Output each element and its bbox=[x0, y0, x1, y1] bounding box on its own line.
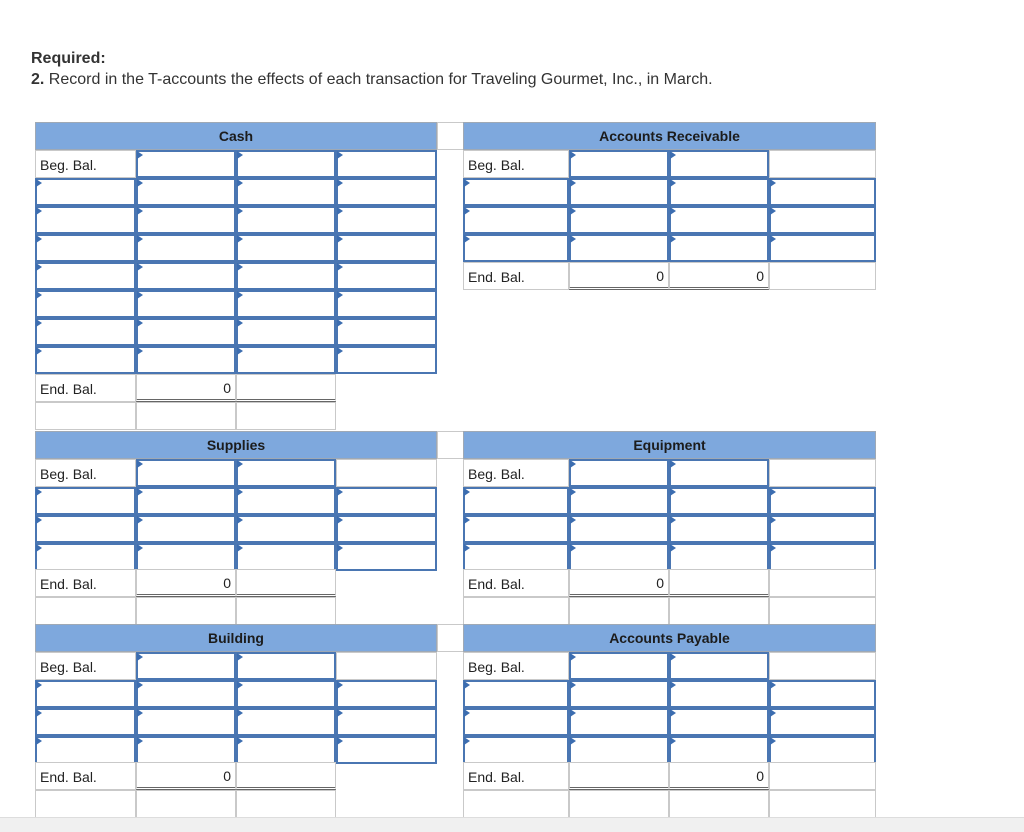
entry-credit-input[interactable] bbox=[769, 543, 876, 571]
account-title: Accounts Receivable bbox=[463, 122, 876, 150]
entry-credit-label-input[interactable] bbox=[236, 206, 336, 234]
entry-label-input[interactable] bbox=[35, 346, 136, 374]
separator-cell bbox=[437, 431, 465, 459]
entry-debit-input[interactable] bbox=[136, 487, 236, 515]
entry-label-input[interactable] bbox=[463, 708, 569, 736]
entry-label-input[interactable] bbox=[463, 206, 569, 234]
entry-label-input[interactable] bbox=[463, 234, 569, 262]
entry-credit-label-input[interactable] bbox=[236, 543, 336, 571]
entry-label-input[interactable] bbox=[463, 487, 569, 515]
entry-debit-input[interactable] bbox=[136, 262, 236, 290]
entry-debit-input[interactable] bbox=[569, 680, 669, 708]
entry-credit-input[interactable] bbox=[336, 262, 437, 290]
blank-cell bbox=[463, 597, 569, 625]
required-number: 2. bbox=[31, 71, 45, 88]
entry-credit-label-input[interactable] bbox=[236, 736, 336, 764]
beg-bal-label: Beg. Bal. bbox=[463, 150, 569, 178]
entry-debit-input[interactable] bbox=[569, 178, 669, 206]
entry-debit-input[interactable] bbox=[569, 708, 669, 736]
entry-credit-label-input[interactable] bbox=[236, 262, 336, 290]
entry-credit-input[interactable] bbox=[336, 206, 437, 234]
entry-credit-label-input[interactable] bbox=[669, 543, 769, 571]
blank-cell bbox=[136, 402, 236, 430]
entry-debit-input[interactable] bbox=[569, 736, 669, 764]
end-bal-credit-value bbox=[669, 569, 769, 597]
blank-cell bbox=[569, 790, 669, 818]
blank-cell bbox=[769, 569, 876, 597]
end-bal-credit-value: 0 bbox=[669, 762, 769, 790]
entry-credit-input[interactable] bbox=[336, 318, 437, 346]
entry-credit-input[interactable] bbox=[336, 736, 437, 764]
required-title: Required: bbox=[31, 50, 106, 67]
account-title: Accounts Payable bbox=[463, 624, 876, 652]
account-title: Building bbox=[35, 624, 437, 652]
blank-cell bbox=[35, 597, 136, 625]
entry-debit-input[interactable] bbox=[569, 206, 669, 234]
beg-bal-debit-input[interactable] bbox=[569, 459, 669, 487]
beg-bal-label: Beg. Bal. bbox=[35, 459, 136, 487]
entry-debit-input[interactable] bbox=[136, 206, 236, 234]
blank-cell bbox=[769, 762, 876, 790]
end-bal-credit-value: 0 bbox=[669, 262, 769, 290]
beg-bal-credit-label-input[interactable] bbox=[236, 652, 336, 680]
entry-credit-label-input[interactable] bbox=[669, 680, 769, 708]
blank-cell bbox=[769, 262, 876, 290]
entry-credit-label-input[interactable] bbox=[236, 708, 336, 736]
blank-cell bbox=[769, 459, 876, 487]
blank-cell bbox=[769, 597, 876, 625]
end-bal-debit-value: 0 bbox=[136, 374, 236, 402]
entry-credit-input[interactable] bbox=[769, 515, 876, 543]
end-bal-label: End. Bal. bbox=[35, 569, 136, 597]
blank-cell bbox=[35, 790, 136, 818]
end-bal-credit-value bbox=[236, 569, 336, 597]
entry-credit-label-input[interactable] bbox=[669, 178, 769, 206]
blank-cell bbox=[35, 402, 136, 430]
entry-debit-input[interactable] bbox=[569, 234, 669, 262]
end-bal-label: End. Bal. bbox=[463, 262, 569, 290]
entry-label-input[interactable] bbox=[463, 680, 569, 708]
entry-debit-input[interactable] bbox=[136, 736, 236, 764]
entry-credit-input[interactable] bbox=[769, 206, 876, 234]
required-text: Record in the T-accounts the effects of each transaction for Traveling Gourmet, Inc., in March. bbox=[48, 71, 713, 88]
entry-credit-label-input[interactable] bbox=[669, 708, 769, 736]
entry-label-input[interactable] bbox=[463, 543, 569, 571]
entry-label-input[interactable] bbox=[35, 206, 136, 234]
blank-cell bbox=[569, 597, 669, 625]
entry-debit-input[interactable] bbox=[136, 543, 236, 571]
beg-bal-credit-label-input[interactable] bbox=[669, 459, 769, 487]
separator-cell bbox=[437, 122, 465, 150]
blank-cell bbox=[336, 459, 437, 487]
entry-credit-label-input[interactable] bbox=[669, 736, 769, 764]
account-title: Equipment bbox=[463, 431, 876, 459]
entry-credit-label-input[interactable] bbox=[669, 515, 769, 543]
entry-credit-label-input[interactable] bbox=[669, 234, 769, 262]
entry-debit-input[interactable] bbox=[569, 543, 669, 571]
entry-credit-input[interactable] bbox=[769, 487, 876, 515]
blank-cell bbox=[669, 790, 769, 818]
entry-credit-label-input[interactable] bbox=[236, 515, 336, 543]
end-bal-label: End. Bal. bbox=[463, 569, 569, 597]
beg-bal-credit-label-input[interactable] bbox=[236, 150, 336, 178]
beg-bal-label: Beg. Bal. bbox=[35, 150, 136, 178]
entry-credit-input[interactable] bbox=[336, 178, 437, 206]
end-bal-debit-value: 0 bbox=[569, 569, 669, 597]
blank-cell bbox=[236, 402, 336, 430]
beg-bal-debit-input[interactable] bbox=[136, 459, 236, 487]
entry-credit-label-input[interactable] bbox=[236, 318, 336, 346]
blank-cell bbox=[669, 597, 769, 625]
blank-cell bbox=[769, 150, 876, 178]
entry-credit-label-input[interactable] bbox=[236, 290, 336, 318]
entry-debit-input[interactable] bbox=[569, 487, 669, 515]
entry-credit-label-input[interactable] bbox=[669, 487, 769, 515]
entry-label-input[interactable] bbox=[35, 515, 136, 543]
entry-credit-input[interactable] bbox=[336, 234, 437, 262]
entry-debit-input[interactable] bbox=[136, 178, 236, 206]
required-instruction bbox=[31, 71, 713, 89]
end-bal-credit-value bbox=[236, 374, 336, 402]
end-bal-debit-value bbox=[569, 762, 669, 790]
entry-label-input[interactable] bbox=[35, 680, 136, 708]
entry-label-input[interactable] bbox=[35, 543, 136, 571]
blank-cell bbox=[136, 597, 236, 625]
entry-label-input[interactable] bbox=[463, 736, 569, 764]
beg-bal-debit-input[interactable] bbox=[569, 652, 669, 680]
entry-debit-input[interactable] bbox=[136, 515, 236, 543]
entry-credit-label-input[interactable] bbox=[236, 680, 336, 708]
entry-credit-input[interactable] bbox=[769, 178, 876, 206]
entry-credit-input[interactable] bbox=[769, 736, 876, 764]
entry-credit-label-input[interactable] bbox=[236, 178, 336, 206]
entry-credit-input[interactable] bbox=[769, 680, 876, 708]
entry-credit-label-input[interactable] bbox=[236, 487, 336, 515]
entry-credit-input[interactable] bbox=[336, 543, 437, 571]
end-bal-debit-value: 0 bbox=[136, 569, 236, 597]
beg-bal-label: Beg. Bal. bbox=[35, 652, 136, 680]
entry-label-input[interactable] bbox=[35, 178, 136, 206]
blank-cell bbox=[236, 597, 336, 625]
entry-label-input[interactable] bbox=[35, 736, 136, 764]
entry-debit-input[interactable] bbox=[136, 290, 236, 318]
end-bal-credit-value bbox=[236, 762, 336, 790]
blank-cell bbox=[136, 790, 236, 818]
end-bal-debit-value: 0 bbox=[136, 762, 236, 790]
beg-bal-credit-label-input[interactable] bbox=[236, 459, 336, 487]
entry-label-input[interactable] bbox=[35, 318, 136, 346]
beg-bal-label: Beg. Bal. bbox=[463, 459, 569, 487]
entry-debit-input[interactable] bbox=[136, 318, 236, 346]
entry-label-input[interactable] bbox=[35, 290, 136, 318]
blank-cell bbox=[463, 790, 569, 818]
entry-label-input[interactable] bbox=[35, 262, 136, 290]
entry-credit-input[interactable] bbox=[336, 708, 437, 736]
entry-credit-label-input[interactable] bbox=[236, 346, 336, 374]
end-bal-label: End. Bal. bbox=[35, 374, 136, 402]
separator-cell bbox=[437, 624, 465, 652]
page-bottom-strip bbox=[0, 817, 1024, 832]
entry-debit-input[interactable] bbox=[136, 346, 236, 374]
entry-debit-input[interactable] bbox=[136, 708, 236, 736]
beg-bal-debit-input[interactable] bbox=[136, 652, 236, 680]
beg-bal-credit-label-input[interactable] bbox=[669, 150, 769, 178]
end-bal-debit-value: 0 bbox=[569, 262, 669, 290]
entry-credit-input[interactable] bbox=[336, 680, 437, 708]
beg-bal-debit-input[interactable] bbox=[136, 150, 236, 178]
entry-credit-input[interactable] bbox=[336, 515, 437, 543]
account-title: Cash bbox=[35, 122, 437, 150]
entry-label-input[interactable] bbox=[35, 487, 136, 515]
entry-credit-label-input[interactable] bbox=[236, 234, 336, 262]
entry-credit-input[interactable] bbox=[336, 346, 437, 374]
entry-credit-input[interactable] bbox=[769, 234, 876, 262]
blank-cell bbox=[769, 790, 876, 818]
beg-bal-debit-input[interactable] bbox=[569, 150, 669, 178]
entry-credit-input[interactable] bbox=[336, 290, 437, 318]
entry-credit-input[interactable] bbox=[769, 708, 876, 736]
beg-bal-credit-input[interactable] bbox=[336, 150, 437, 178]
entry-label-input[interactable] bbox=[35, 708, 136, 736]
entry-label-input[interactable] bbox=[463, 515, 569, 543]
blank-cell bbox=[336, 652, 437, 680]
blank-cell bbox=[769, 652, 876, 680]
entry-credit-input[interactable] bbox=[336, 487, 437, 515]
blank-cell bbox=[236, 790, 336, 818]
entry-credit-label-input[interactable] bbox=[669, 206, 769, 234]
entry-label-input[interactable] bbox=[35, 234, 136, 262]
account-title: Supplies bbox=[35, 431, 437, 459]
entry-label-input[interactable] bbox=[463, 178, 569, 206]
entry-debit-input[interactable] bbox=[136, 680, 236, 708]
entry-debit-input[interactable] bbox=[569, 515, 669, 543]
beg-bal-label: Beg. Bal. bbox=[463, 652, 569, 680]
beg-bal-credit-label-input[interactable] bbox=[669, 652, 769, 680]
entry-debit-input[interactable] bbox=[136, 234, 236, 262]
end-bal-label: End. Bal. bbox=[35, 762, 136, 790]
end-bal-label: End. Bal. bbox=[463, 762, 569, 790]
